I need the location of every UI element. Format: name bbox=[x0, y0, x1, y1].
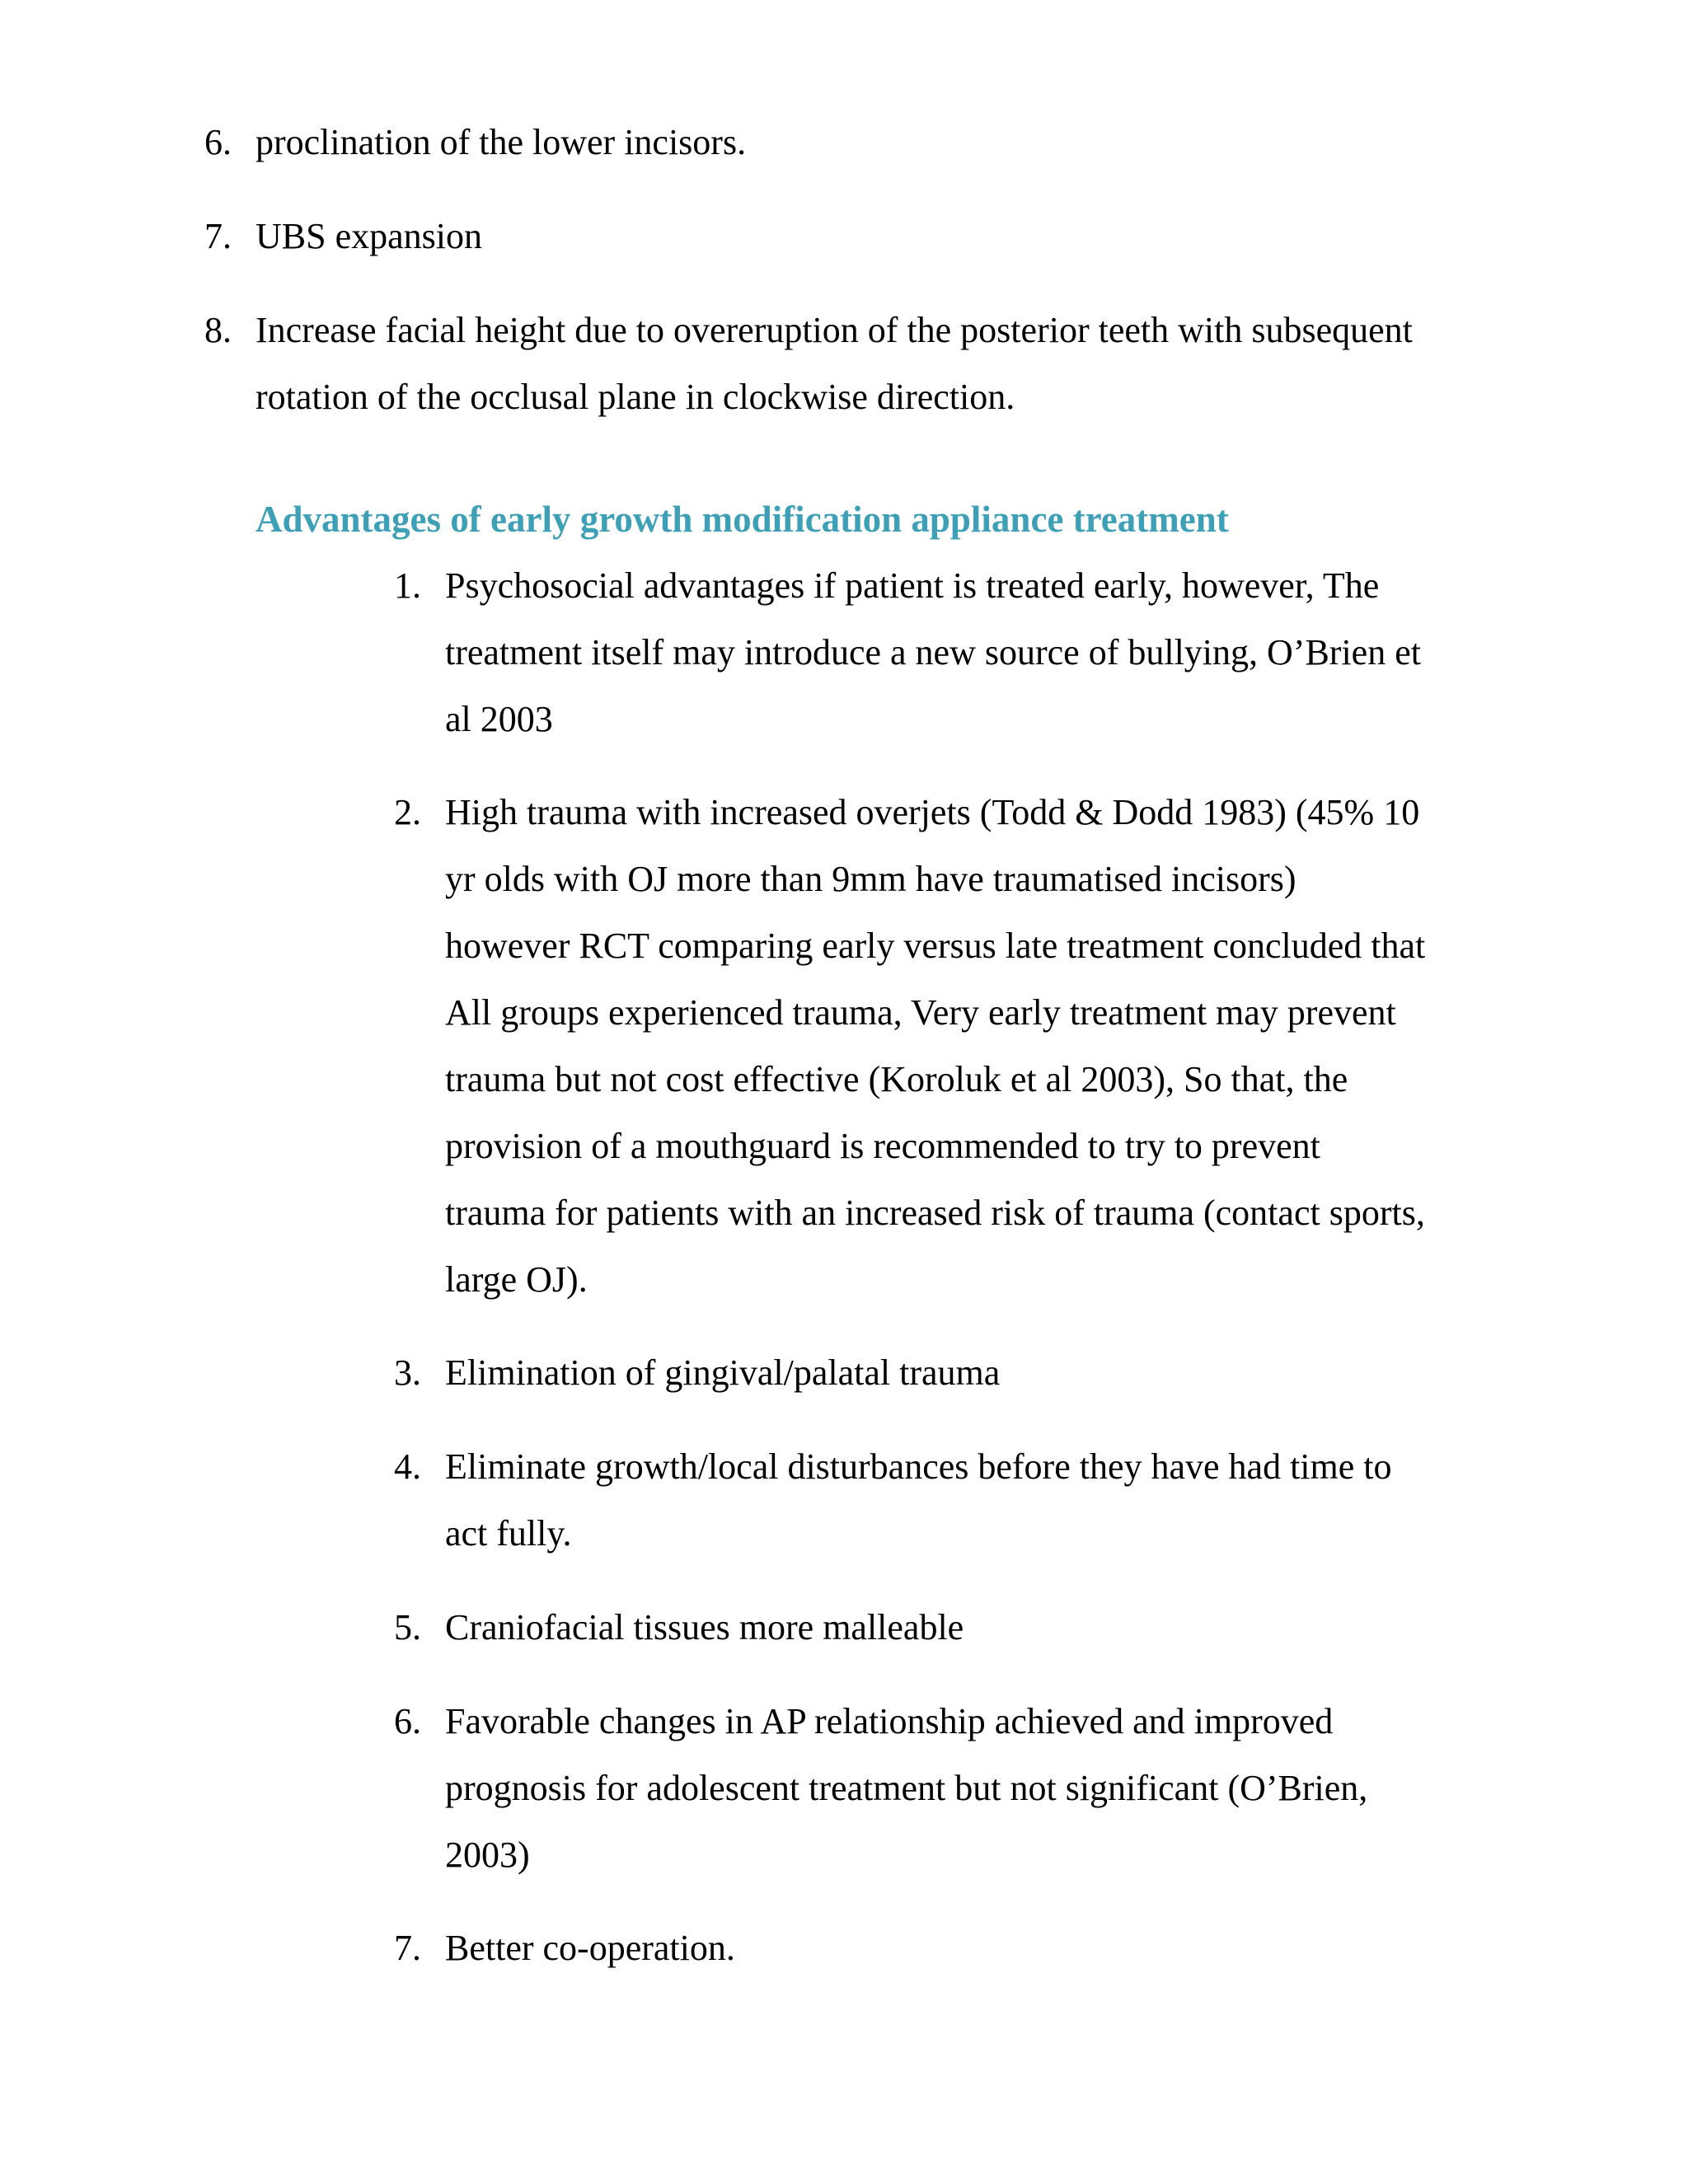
list-text: Craniofacial tissues more malleable bbox=[445, 1607, 964, 1647]
list-text: UBS expansion bbox=[256, 216, 482, 256]
list-item bbox=[394, 1915, 1648, 1981]
list-item bbox=[394, 779, 1648, 1313]
list-item bbox=[204, 203, 1541, 269]
list-number: 3. bbox=[394, 1352, 421, 1393]
list-item bbox=[394, 1433, 1648, 1567]
list-item bbox=[204, 109, 1541, 176]
list-number: 6. bbox=[204, 122, 232, 162]
list-item bbox=[394, 1339, 1648, 1406]
list-number: 6. bbox=[394, 1701, 421, 1741]
list-text: High trauma with increased overjets (Todd & Dodd 1983) (45% 10 yr olds with OJ more than 9mm have traumatised incisors) however RCT comparing early versus late treatment concluded that All groups experienced trauma, Very early treatment may prevent trauma but not cost effective (Koroluk et al 2003), So that, the provision of a mouthguard is recommended to try to prevent trauma for patients with an increased risk of trauma (contact sports, large OJ). bbox=[445, 792, 1426, 1300]
list-item bbox=[394, 1594, 1648, 1661]
list-text: Eliminate growth/local disturbances before they have had time to act fully. bbox=[445, 1446, 1392, 1554]
list-text: Favorable changes in AP relationship achieved and improved prognosis for adolescent treatment but not significant (O’Brien, 2003) bbox=[445, 1701, 1368, 1875]
list-number: 4. bbox=[394, 1446, 421, 1487]
list-item bbox=[394, 1688, 1648, 1888]
list-item bbox=[394, 552, 1648, 752]
list-number: 8. bbox=[204, 310, 232, 350]
list-number: 1. bbox=[394, 565, 421, 606]
list-item bbox=[204, 297, 1541, 430]
list-text: Elimination of gingival/palatal trauma bbox=[445, 1352, 1001, 1393]
section-heading: Advantages of early growth modification appliance treatment bbox=[256, 499, 1229, 540]
list-text: proclination of the lower incisors. bbox=[256, 122, 747, 162]
list-number: 2. bbox=[394, 792, 421, 832]
list-text: Better co-operation. bbox=[445, 1928, 735, 1968]
list-number: 5. bbox=[394, 1607, 421, 1647]
list-number: 7. bbox=[394, 1928, 421, 1968]
list-text: Psychosocial advantages if patient is treated early, however, The treatment itself may introduce a new source of bullying, O’Brien et al 2003 bbox=[445, 565, 1421, 739]
list-number: 7. bbox=[204, 216, 232, 256]
list-text: Increase facial height due to overeruption of the posterior teeth with subsequent rotation of the occlusal plane in clockwise direction. bbox=[256, 310, 1413, 417]
